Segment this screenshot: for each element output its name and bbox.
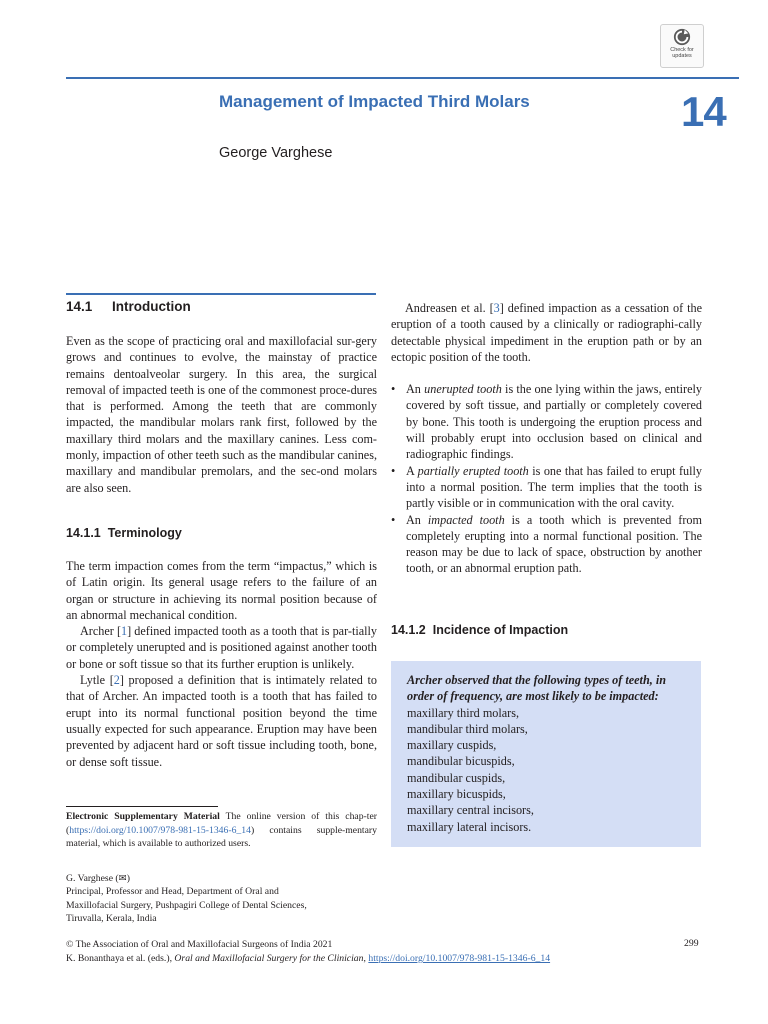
section-heading-introduction: 14.1 Introduction xyxy=(66,299,191,314)
box-list-item: maxillary third molars, xyxy=(407,705,520,720)
introduction-paragraph: Even as the scope of practicing oral and maxillofacial sur-gery grows and continues to evolve, the mainstay of practice remains dentoalveolar surgery. In this area, the surgical removal of impacted teeth is one of the commonest proce-dures that is performed. Among the teeth that are commonly impacted, the mandibular molars rank first, followed by the maxillary third molars and the maxillary canines. Less com-monly, impaction of other teeth such as the mandibular canines, maxillary and mandibular premolars, and the sec-ond molars are also seen. xyxy=(66,334,377,495)
right-column-text xyxy=(391,300,702,577)
page-number: 299 xyxy=(684,938,699,949)
bullet-icon: • xyxy=(391,512,396,527)
definition-list xyxy=(391,381,702,577)
terminology-paragraph-3: Lytle [2] proposed a definition that is intimately related to that of Archer. An impacted tooth is a tooth that has failed to erupt into its normal functional position beyond the time usually expected for such appearance. Eruption may have been prevented by adjacent hard or soft tissue including tooth, bone, or dense soft tissue. xyxy=(66,673,377,769)
subsection-heading-terminology: 14.1.1 Terminology xyxy=(66,526,182,540)
list-item: • A partially erupted tooth is one that has failed to erupt fully into a normal position. The term implies that the tooth is partly visible or in communication with the oral cavity. xyxy=(391,463,702,511)
book-citation-line: K. Bonanthaya et al. (eds.), Oral and Maxillofacial Surgery for the Clinician, https://doi.org/10.1007/978-981-15-1346-6_14 xyxy=(66,953,551,964)
andreasen-paragraph: Andreasen et al. [3] defined impaction as a cessation of the eruption of a tooth caused by a clinically or radiographi-cally detectable physical impediment in the eruption path or by an ectopic position of the tooth. xyxy=(391,301,702,364)
box-list-item: mandibular cuspids, xyxy=(407,770,506,785)
list-item: • An impacted tooth is a tooth which is prevented from completely erupting into a normal functional position. The reason may be due to lack of space, obstruction by another tooth, or an abnormal eruption path. xyxy=(391,512,703,576)
bullet-icon: • xyxy=(391,463,396,478)
author-affiliation: G. Varghese (✉) Principal, Professor and Head, Department of Oral and Maxillofacial Surgery, Pushpagiri College of Dental Sciences, Tiruvalla, Kerala, India xyxy=(66,873,307,924)
impaction-frequency-box xyxy=(391,661,701,847)
footnote-rule xyxy=(66,806,218,807)
supplementary-doi-link[interactable]: https://doi.org/10.1007/978-981-15-1346-6_14 xyxy=(69,824,251,836)
box-list-item: maxillary cuspids, xyxy=(407,738,497,753)
box-list-item: mandibular third molars, xyxy=(407,721,528,736)
page-footer xyxy=(66,938,706,966)
box-list-item: mandibular bicuspids, xyxy=(407,754,515,769)
copyright-line: © The Association of Oral and Maxillofacial Surgeons of India 2021 xyxy=(66,939,333,950)
box-list-item: maxillary lateral incisors. xyxy=(407,819,532,834)
email-icon[interactable]: ✉ xyxy=(118,873,127,884)
chapter-doi-link[interactable]: https://doi.org/10.1007/978-981-15-1346-6_14 xyxy=(368,953,551,964)
terminology-paragraph-2: Archer [1] defined impacted tooth as a tooth that is par-tially or completely unerupted and is positioned against another tooth or bone or soft tissue so that its further eruption is unlikely. xyxy=(66,624,377,671)
chapter-number: 14 xyxy=(681,88,726,135)
check-for-updates-badge[interactable] xyxy=(660,24,704,68)
subsection-heading-incidence: 14.1.2 Incidence of Impaction xyxy=(391,623,569,637)
terminology-text xyxy=(66,558,377,770)
box-list-item: maxillary central incisors, xyxy=(407,803,534,818)
update-check-icon xyxy=(673,28,691,46)
list-item: • An unerupted tooth is the one lying within the jaws, entirely covered by soft tissue, and partially or completely covered by bone. This tooth is undergoing the eruption process and will probably erupt into occlusion based on clinical and radiographic findings. xyxy=(391,382,702,462)
chapter-title: Management of Impacted Third Molars xyxy=(219,92,530,111)
bullet-icon: • xyxy=(391,382,396,397)
section-rule xyxy=(66,293,376,295)
terminology-paragraph-1: The term impaction comes from the term “impactus,” which is of Latin origin. Its general usage refers to the failure of an organ or structure in achieving its normal position because of an abnormal mechanical condition. xyxy=(66,559,377,622)
box-list-item: maxillary bicuspids, xyxy=(407,787,506,802)
box-intro: Archer observed that the following types of teeth, in order of frequency, are most likely to be impacted: xyxy=(407,673,666,704)
supplementary-material-note: Electronic Supplementary Material The online version of this chap-ter (https://doi.org/10.1007/978-981-15-1346-6_14) contains supple-mentary material, which is available to authorized users. xyxy=(66,811,377,849)
badge-label: Check for updates xyxy=(670,47,694,59)
citation-link-1[interactable]: 1 xyxy=(121,624,128,639)
citation-link-3[interactable]: 3 xyxy=(493,301,500,315)
author-name: George Varghese xyxy=(219,145,333,161)
citation-link-2[interactable]: 2 xyxy=(113,673,120,688)
header-rule xyxy=(66,77,739,79)
